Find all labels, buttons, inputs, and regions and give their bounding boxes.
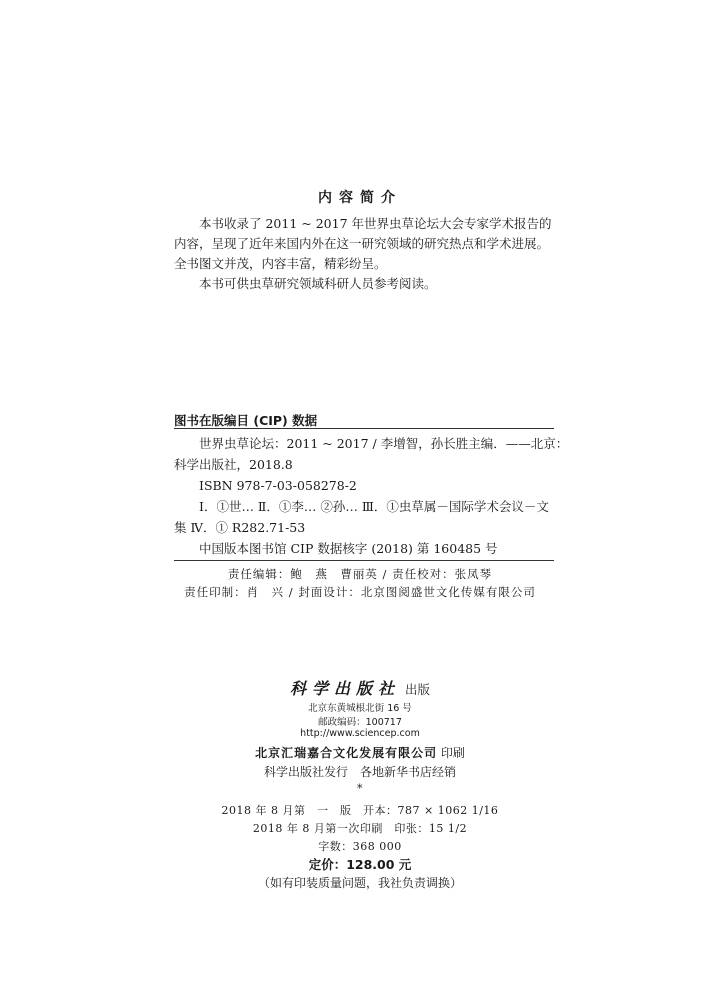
publisher-postcode: 邮政编码：100717 bbox=[318, 717, 402, 728]
printer-suffix: 印刷 bbox=[440, 746, 465, 760]
cip-isbn: ISBN 978-7-03-058278-2 bbox=[199, 478, 357, 493]
credits-printing: 责任印制：肖 兴 / 封面设计：北京图阅盛世文化传媒有限公司 bbox=[184, 585, 536, 599]
publisher-website: http://www.sciencep.com bbox=[300, 728, 420, 739]
publisher-address: 北京东黄城根北街 16 号 bbox=[308, 703, 412, 714]
intro-title: 内容简介 bbox=[318, 190, 402, 206]
cip-classification-line: Ⅰ．①世… Ⅱ．①李… ②孙… Ⅲ．①虫草属－国际学术会议－文 bbox=[199, 499, 549, 514]
intro-paragraph: 本书可供虫草研究领域科研人员参考阅读。 bbox=[199, 276, 437, 291]
printer-name: 北京汇瑞嘉合文化发展有限公司 bbox=[255, 746, 438, 760]
cip-title: 图书在版编目 (CIP) 数据 bbox=[174, 413, 318, 428]
cip-top-rule bbox=[174, 428, 554, 429]
specs-edition: 2018 年 8 月第 一 版 开本：787 × 1062 1/16 bbox=[221, 804, 499, 817]
quality-notice: （如有印装质量问题，我社负责调换） bbox=[257, 876, 462, 890]
printer-line bbox=[0, 744, 720, 761]
intro-paragraph: 本书收录了 2011 ~ 2017 年世界虫草论坛大会专家学术报告的内容，呈现了近年来国内外在这一研究领域的研究热点和学术进展。全书图文并茂，内容丰富，精彩纷呈。 bbox=[174, 216, 552, 271]
specs-star: * bbox=[357, 782, 363, 795]
credits-editors: 责任编辑：鲍 燕 曹丽英 / 责任校对：张凤琴 bbox=[227, 567, 493, 581]
intro-body bbox=[174, 214, 554, 294]
cip-publisher-line: 科学出版社，2018.8 bbox=[174, 457, 293, 472]
cip-bottom-rule bbox=[174, 560, 554, 561]
cip-record: 中国版本图书馆 CIP 数据核字 (2018) 第 160485 号 bbox=[199, 541, 498, 556]
cip-classification-cont: 集 Ⅳ．① R282.71-53 bbox=[174, 520, 306, 535]
publisher-line bbox=[0, 676, 720, 699]
publisher-logo: 科学出版社 bbox=[289, 679, 400, 698]
distribution-line: 科学出版社发行 各地新华书店经销 bbox=[263, 765, 456, 779]
specs-price: 定价：128.00 元 bbox=[308, 857, 412, 872]
specs-wordcount: 字数：368 000 bbox=[318, 840, 402, 853]
cip-body bbox=[174, 433, 569, 559]
publisher-suffix: 出版 bbox=[405, 682, 431, 697]
cip-title-line: 世界虫草论坛：2011 ~ 2017 / 李增智，孙长胜主编．——北京： bbox=[199, 436, 569, 451]
specs-printing: 2018 年 8 月第一次印刷 印张：15 1/2 bbox=[252, 822, 468, 835]
